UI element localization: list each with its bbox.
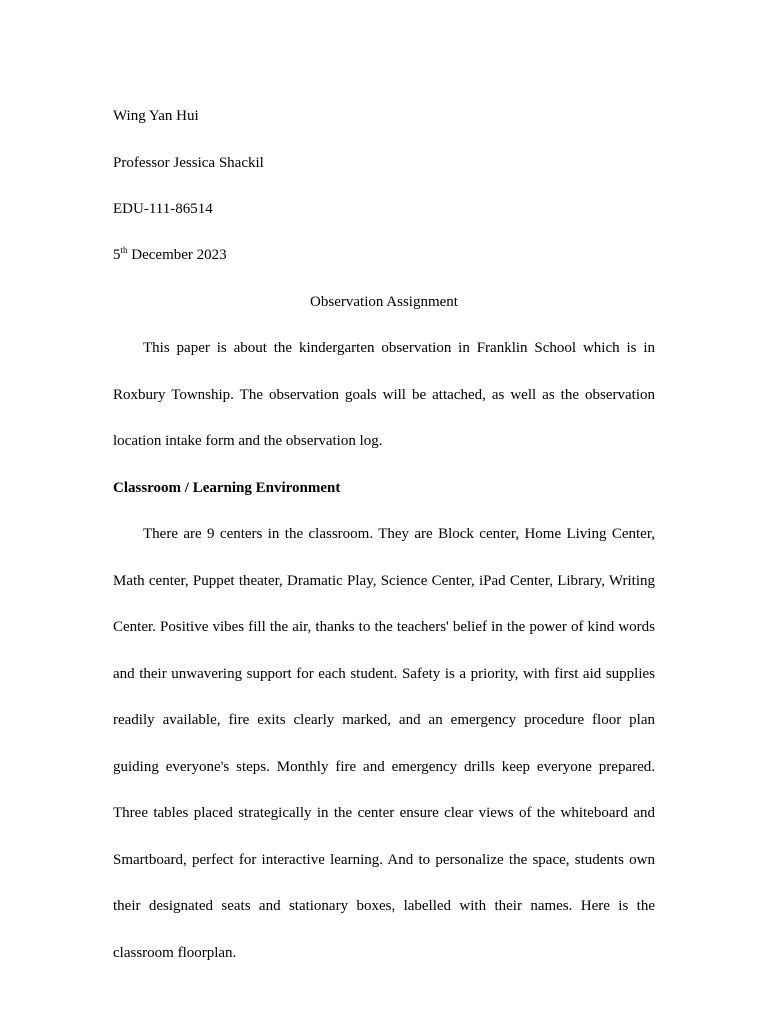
author-name: Wing Yan Hui xyxy=(113,108,199,124)
document-date xyxy=(113,246,227,264)
course-code: EDU-111-86514 xyxy=(113,201,213,217)
section-heading: Classroom / Learning Environment xyxy=(113,480,341,496)
professor-name: Professor Jessica Shackil xyxy=(113,155,264,171)
intro-paragraph: This paper is about the kindergarten observation in Franklin School which is in Roxbury Township. The observation goals will be attached, as well as the observation location intake form and the observation log. xyxy=(113,340,655,449)
date-month-year: December 2023 xyxy=(127,247,227,263)
section-paragraph: There are 9 centers in the classroom. They are Block center, Home Living Center, Math center, Puppet theater, Dramatic Play, Science Center, iPad Center, Library, Writing Center. Positive vibes fill the air, thanks to the teachers' belief in the power of kind words and their unwavering support for each student. Safety is a priority, with first aid supplies readily available, fire exits clearly marked, and an emergency procedure floor plan guiding everyone's steps. Monthly fire and emergency drills keep everyone prepared. Three tables placed strategically in the center ensure clear views of the whiteboard and Smartboard, perfect for interactive learning. And to personalize the space, students own their designated seats and stationary boxes, labelled with their names. Here is the classroom floorplan. xyxy=(113,526,655,961)
date-suffix: th xyxy=(120,245,128,255)
document-title: Observation Assignment xyxy=(310,294,458,310)
date-day: 5 xyxy=(113,247,121,263)
